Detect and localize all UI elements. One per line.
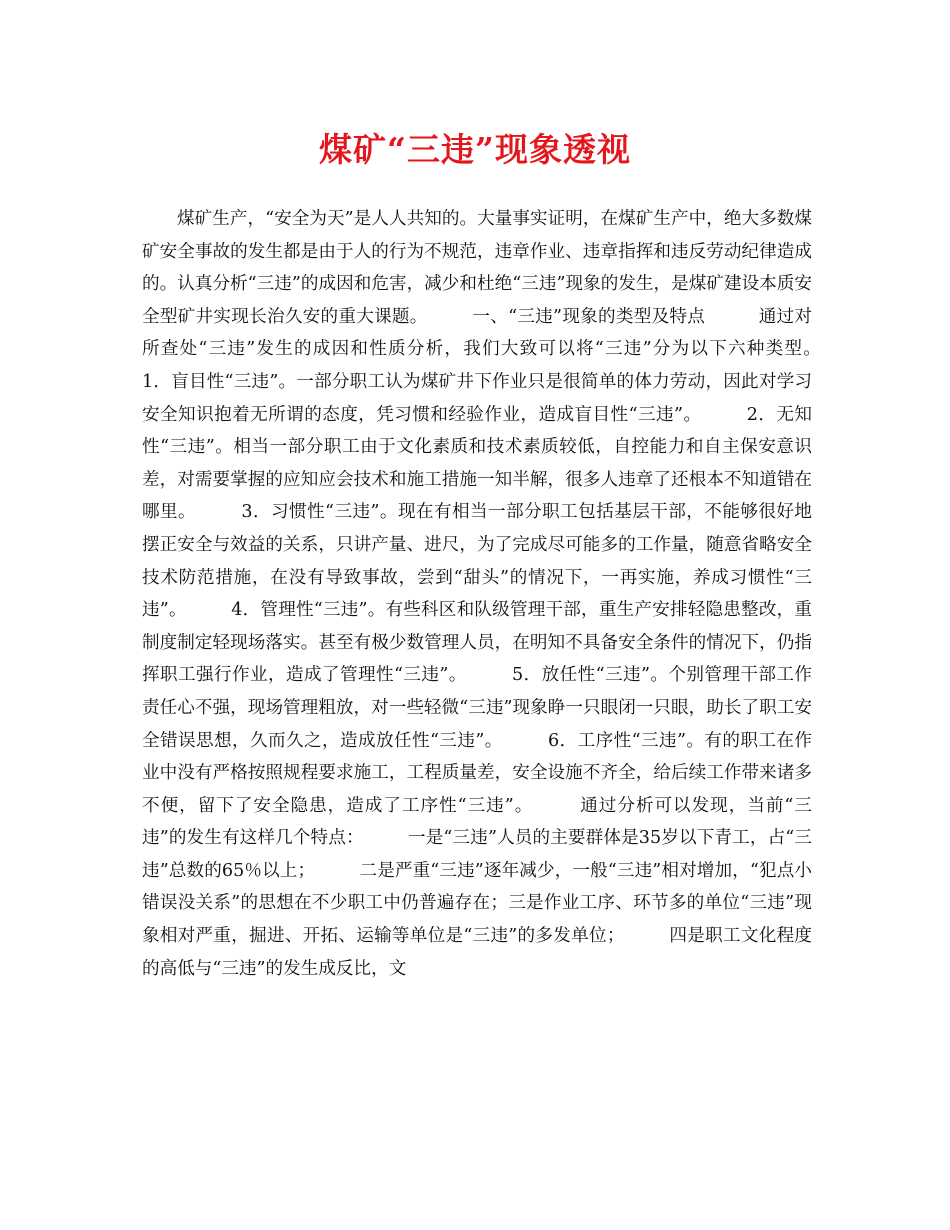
document-body: 煤矿生产，“安全为天”是人人共知的。大量事实证明，在煤矿生产中，绝大多数煤矿安全事故的发生都是由于人的行为不规范，违章作业、违章指挥和违反劳动纪律造成的。认真分析“三违”的成因和危害，减少和杜绝“三违”现象的发生，是煤矿建设本质安全型矿井实现长治久安的重大课题。 一、“三违”现象的类型及特点 通过对所查处“三违”发生的成因和性质分析，我们大致可以将“三违”分为以下六种类型。 1．盲目性“三违”。一部分职工认为煤矿井下作业只是很简单的体力劳动，因此对学习安全知识抱着无所谓的态度，凭习惯和经验作业，造成盲目性“三违”。 2．无知性“三违”。相当一部分职工由于文化素质和技术素质较低，自控能力和自主保安意识差，对需要掌握的应知应会技术和施工措施一知半解，很多人违章了还根本不知道错在哪里。 3．习惯性“三违”。现在有相当一部分职工包括基层干部，不能够很好地摆正安全与效益的关系，只讲产量、进尺，为了完成尽可能多的工作量，随意省略安全技术防范措施，在没有导致事故，尝到“甜头”的情况下，一再实施，养成习惯性“三违”。 4．管理性“三违”。有些科区和队级管理干部，重生产安排轻隐患整改，重制度制定轻现场落实。甚至有极少数管理人员，在明知不具备安全条件的情况下，仍指挥职工强行作业，造成了管理性“三违”。 5．放任性“三违”。个别管理干部工作责任心不强，现场管理粗放，对一些轻微“三违”现象睁一只眼闭一只眼，助长了职工安全错误思想，久而久之，造成放任性“三违”。 6．工序性“三违”。有的职工在作业中没有严格按照规程要求施工，工程质量差，安全设施不齐全，给后续工作带来诸多不便，留下了安全隐患，造成了工序性“三违”。 通过分析可以发现，当前“三违”的发生有这样几个特点： 一是“三违”人员的主要群体是35岁以下青工，占“三违”总数的65％以上； 二是严重“三违”逐年减少，一般“三违”相对增加，“犯点小错误没关系”的思想在不少职工中仍普遍存在；三是作业工序、环节多的单位“三违”现象相对严重，掘进、开拓、运输等单位是“三违”的多发单位； 四是职工文化程度的高低与“三违”的发生成反比，文 — [142, 209, 865, 979]
document-title: 煤矿“三违”现象透视 — [319, 130, 631, 169]
